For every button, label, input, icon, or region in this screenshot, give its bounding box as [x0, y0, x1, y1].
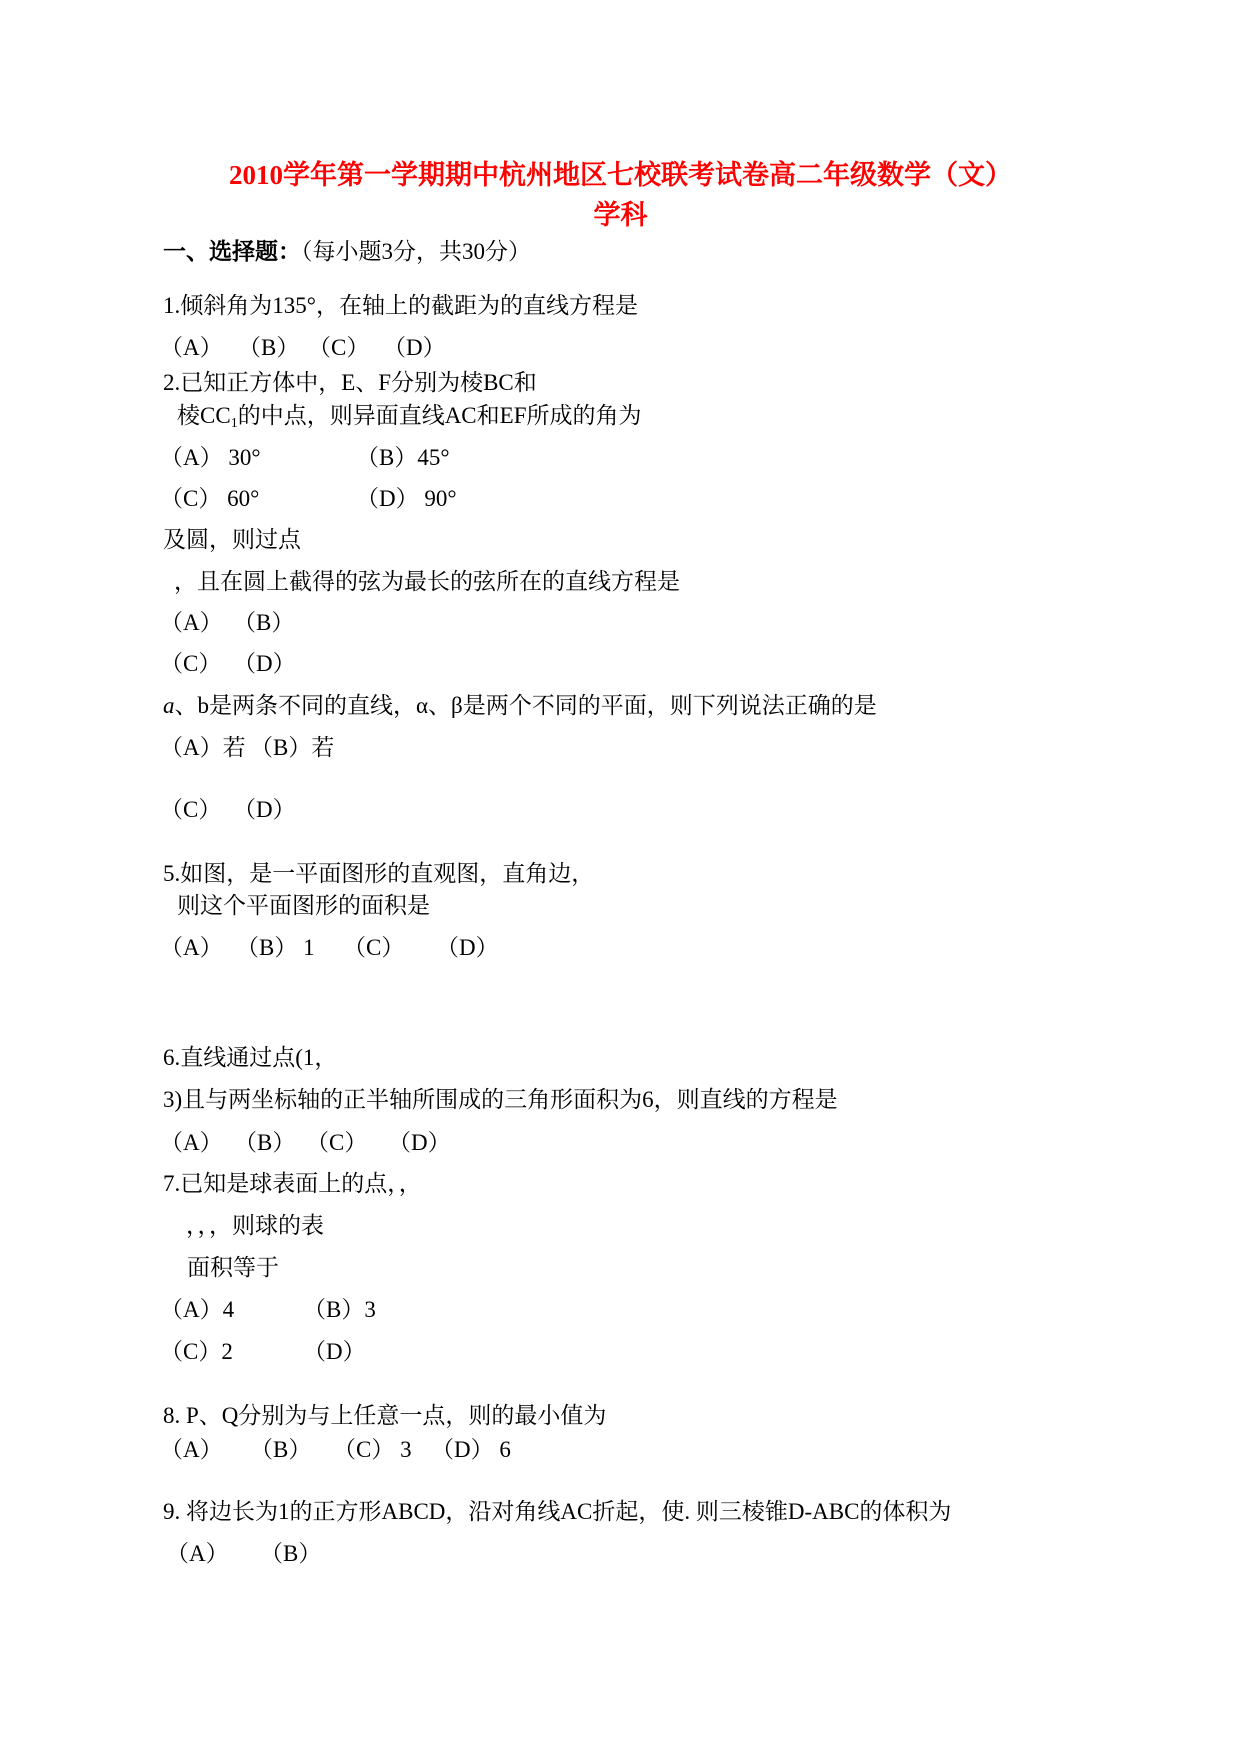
title-line-1: 2010学年第一学期期中杭州地区七校联考试卷高二年级数学（文） [229, 160, 1012, 190]
q8-option-c: （C） 3 [333, 1437, 412, 1462]
q7-stem-line-3: 面积等于 [187, 1255, 279, 1280]
q1-stem: 1.倾斜角为135°，在轴上的截距为的直线方程是 [163, 293, 638, 318]
q6-option-b: （B） [234, 1130, 296, 1155]
q5-option-b: （B） 1 [236, 935, 315, 960]
q7-stem-line-2: ，，，则球的表 [186, 1213, 324, 1238]
q7-option-d: （D） [303, 1339, 366, 1364]
q4-option-c: （C） [160, 797, 222, 822]
q3-option-c: （C） [160, 651, 222, 676]
q2-stem-line-1: 2.已知正方体中，E、F分别为棱BC和 [163, 370, 537, 395]
q3-stem-line-2: ，且在圆上截得的弦为最长的弦所在的直线方程是 [174, 569, 680, 594]
q6-option-d: （D） [388, 1130, 451, 1155]
q2-stem-line-2-before: 棱CC [177, 403, 231, 428]
section-label: 一、选择题： [163, 239, 301, 264]
q8-option-b: （B） [250, 1437, 312, 1462]
q5-option-c: （C） [343, 935, 405, 960]
title-line-2: 学科 [593, 200, 648, 230]
q1-option-d: （D） [383, 335, 446, 360]
q4-option-b: （B）若 [250, 735, 335, 760]
q2-option-c: （C） 60° [160, 486, 260, 511]
q5-stem-line-2: 则这个平面图形的面积是 [177, 893, 430, 918]
q2-option-b: （B）45° [356, 445, 450, 470]
q6-stem-line-2: 3)且与两坐标轴的正半轴所围成的三角形面积为6，则直线的方程是 [163, 1087, 838, 1112]
q4-stem-rest: 、b是两条不同的直线，α、β是两个不同的平面，则下列说法正确的是 [174, 693, 877, 718]
q7-option-c: （C）2 [160, 1339, 233, 1364]
q4-option-a: （A）若 [160, 735, 246, 760]
q9-stem: 9. 将边长为1的正方形ABCD，沿对角线AC折起，使. 则三棱锥D-ABC的体积为 [163, 1499, 952, 1524]
q8-option-d: （D） 6 [431, 1437, 511, 1462]
q2-stem-line-2 [177, 403, 642, 431]
q7-option-b: （B）3 [303, 1297, 376, 1322]
section-note: （每小题3分，共30分） [301, 239, 531, 264]
q4-stem-italic: a [163, 693, 175, 718]
q7-stem-line-1: 7.已知是球表面上的点，， [163, 1171, 422, 1196]
q5-option-d: （D） [436, 935, 499, 960]
q3-stem-line-1: 及圆，则过点 [163, 527, 301, 552]
q3-option-a: （A） [160, 610, 223, 635]
q1-option-c: （C） [308, 335, 370, 360]
q6-stem-line-1: 6.直线通过点(1， [163, 1045, 338, 1070]
q5-option-a: （A） [160, 935, 223, 960]
q1-option-b: （B） [238, 335, 300, 360]
q2-option-a: （A） 30° [160, 445, 261, 470]
q7-option-a: （A）4 [160, 1297, 235, 1322]
q4-stem [163, 694, 877, 718]
q9-option-a: （A） [166, 1541, 229, 1566]
q9-option-b: （B） [260, 1541, 322, 1566]
q2-stem-line-2-after: 的中点，则异面直线AC和EF所成的角为 [237, 403, 642, 428]
section-heading [163, 240, 531, 264]
q5-stem-line-1: 5.如图，是一平面图形的直观图，直角边， [163, 861, 595, 886]
q6-option-a: （A） [160, 1130, 223, 1155]
q4-option-d: （D） [233, 797, 296, 822]
q3-option-b: （B） [233, 610, 295, 635]
q2-option-d: （D） 90° [356, 486, 457, 511]
q8-stem: 8. P、Q分别为与上任意一点，则的最小值为 [163, 1403, 607, 1428]
q2-stem-subscript: 1 [230, 416, 238, 431]
q6-option-c: （C） [306, 1130, 368, 1155]
q8-option-a: （A） [160, 1437, 223, 1462]
q1-option-a: （A） [160, 335, 223, 360]
q3-option-d: （D） [233, 651, 296, 676]
